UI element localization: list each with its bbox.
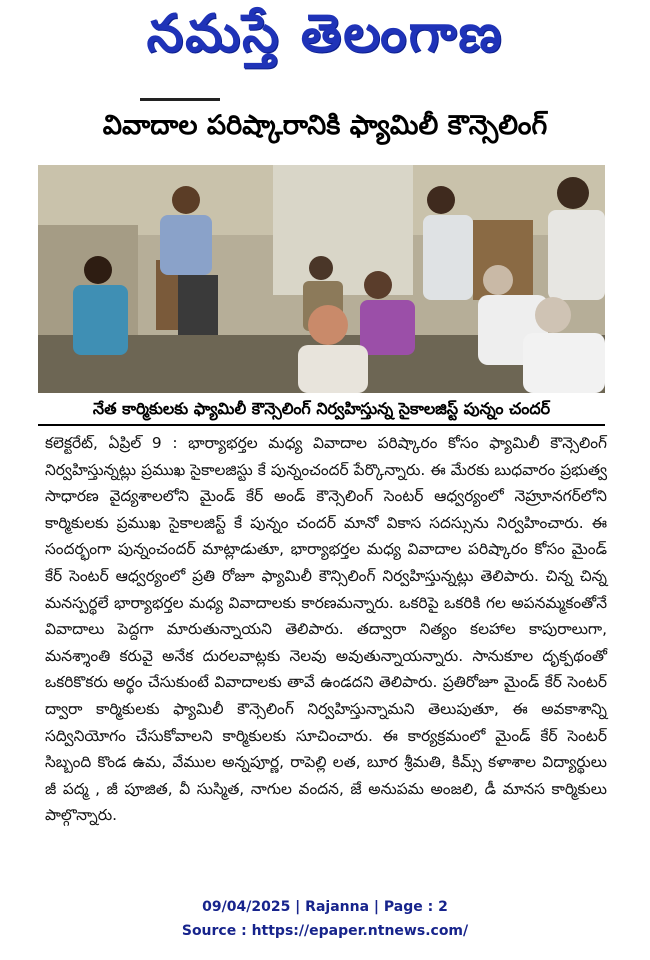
photo-caption: నేత కార్మికులకు ఫ్యామిలీ కౌన్సెలింగ్ నిర్వహిస్తున్న సైకాలజిస్ట్ పున్నం చందర్ xyxy=(38,396,605,426)
page-footer xyxy=(0,895,650,943)
masthead-title: నమస్తే తెలంగాణ xyxy=(146,3,504,64)
divider xyxy=(140,98,220,101)
article-headline: వివాదాల పరిష్కారానికి ఫ్యామిలీ కౌన్సెలింగ్ xyxy=(102,110,548,141)
article-photo xyxy=(38,165,605,393)
edition-line: 09/04/2025 | Rajanna | Page : 2 xyxy=(202,899,448,915)
source-line: Source : https://epaper.ntnews.com/ xyxy=(181,923,469,939)
article-body: కలెక్టరేట్, ఏప్రిల్ 9 : భార్యాభర్తల మధ్య వివాదాల పరిష్కారం కోసం ఫ్యామిలీ కౌన్సెలింగ్ నిర్వహిస్తున్నట్లు ప్రముఖ సైకాలజిస్టు కే పున్నంచందర్ పేర్కొన్నారు. ఈ మేరకు బుధవారం ప్రభుత్వ సాధారణ వైద్యశాలలోని మైండ్ కేర్ అండ్ కౌన్సెలింగ్ సెంటర్ ఆధ్వర్యంలో నెహ్రూనగర్‌లోని కార్మికులకు ప్రముఖ సైకాలజిస్ట్ కే పున్నం చందర్ మానో వికాస సదస్సును నిర్వహించారు. ఈ సందర్భంగా పున్నంచందర్ మాట్లాడుతూ, భార్యాభర్తల మధ్య వివాదాల పరిష్కారం కోసం మైండ్ కేర్ సెంటర్ ఆధ్వర్యంలో ప్రతి రోజూ ఫ్యామిలీ కౌన్సిలింగ్ నిర్వహిస్తున్నట్లు తెలిపారు. చిన్న చిన్న మనస్పర్థలే భార్యాభర్తల మధ్య వివాదాలకు కారణమన్నారు. ఒకరిపై ఒకరికి గల అపనమ్మకంతోనే వివాదాలు పెద్దగా మారుతున్నాయని తెలిపారు. తద్వారా నిత్యం కలహాల కాపురాలుగా, మనశ్శాంతి కరువై అనేక దురలవాట్లకు నెలవు అవుతున్నాయన్నారు. సానుకూల దృక్పథంతో ఒకరికొకరు అర్థం చేసుకుంటే వివాదాలకు తావే ఉండదని తెలిపారు. ప్రతిరోజూ మైండ్ కేర్ సెంటర్ ద్వారా కార్మికులకు ఫ్యామిలీ కౌన్సెలింగ్ నిర్వహిస్తున్నామని తెలుపుతూ, ఈ అవకాశాన్ని సద్వినియోగం చేసుకోవాలని కార్మికులకు సూచించారు. ఈ కార్యక్రమంలో మైండ్ కేర్ సెంటర్ సిబ్బంది కొండ ఉమ, వేముల అన్నపూర్ణ, రాపెల్లి లత, బూర శ్రీమతి, కిమ్స్ కళాశాల విద్యార్థులు జీ పద్మ , జీ పూజిత, వీ సుస్మిత, నాగుల వందన, జే అనుపమ అంజలి, డీ మానస కార్మికులు పాల్గొన్నారు. xyxy=(45,434,607,825)
masthead-logo xyxy=(0,0,650,80)
